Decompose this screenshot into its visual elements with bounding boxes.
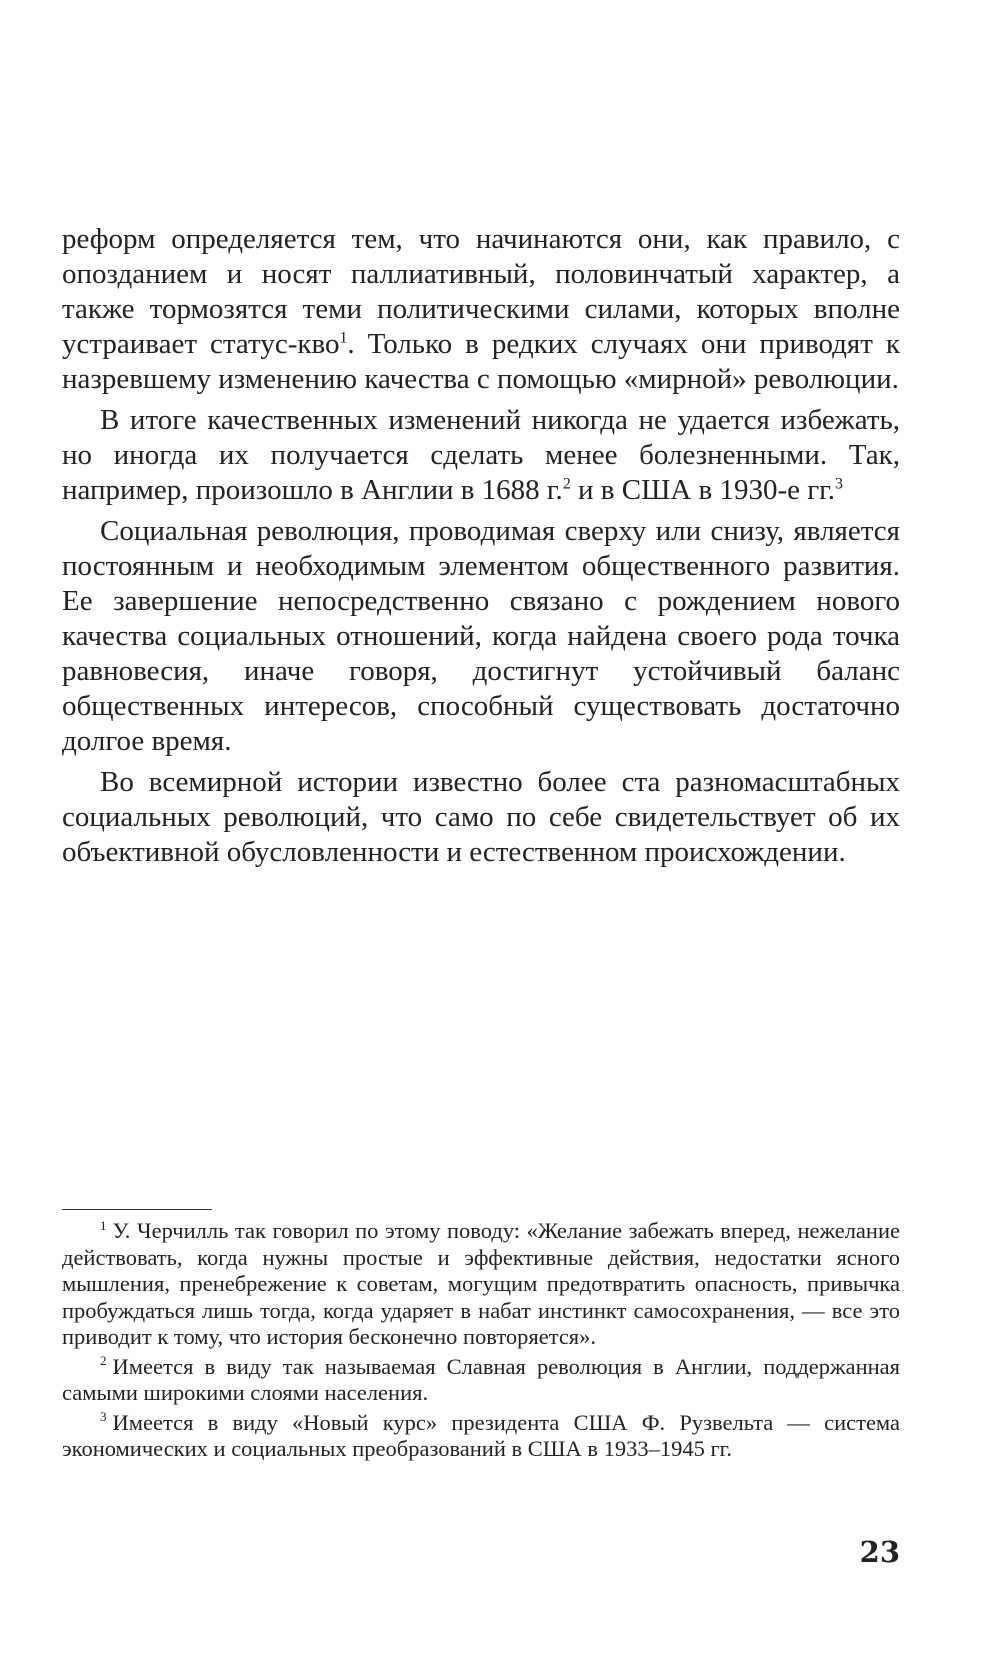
footnote-ref-1: 1 xyxy=(339,329,348,347)
footnote-2-text: Имеется в виду так называемая Славная революция в Англии, поддержанная самыми широкими слоями населения. xyxy=(62,1353,900,1405)
footnote-2 xyxy=(62,1354,900,1407)
paragraph-1-text-after: . Только в редких случаях они приводят к назревшему изменению качества с помощью «мирной» революции. xyxy=(62,328,900,395)
paragraph-1 xyxy=(62,222,900,397)
paragraph-2 xyxy=(62,403,900,508)
paragraph-1-text-before: реформ определяется тем, что начинаются они, как правило, с опозданием и носят паллиативный, половинчатый характер, а также тормозятся теми политическими силами, которых вполне устраивает статус-кво xyxy=(62,223,900,360)
footnote-divider xyxy=(62,1209,212,1210)
page-number: 23 xyxy=(859,1535,900,1569)
footnote-1 xyxy=(62,1218,900,1351)
footnotes xyxy=(62,1218,900,1466)
paragraph-2-text-before: В итоге качественных изменений никогда не удается избежать, но иногда их получается сделать менее болезненными. Так, например, произошло в Англии в 1688 г. xyxy=(62,404,900,506)
footnote-3-mark: 3 xyxy=(100,1409,107,1424)
paragraph-4: Во всемирной истории известно более ста разномасштабных социальных революций, что само по себе свидетельствует об их объективной обусловленности и естественном происхождении. xyxy=(62,766,900,868)
footnote-1-text: У. Черчилль так говорил по этому поводу: «Желание забежать вперед, нежелание действовать, когда нужны простые и эффективные действия, недостатки ясного мышления, пренебрежение к советам, могущим предотвратить опасность, привычка пробуждаться лишь тогда, когда ударяет в набат инстинкт самосохранения, — все это приводит к тому, что история бесконечно повторяется». xyxy=(62,1218,900,1349)
footnote-2-mark: 2 xyxy=(100,1353,107,1368)
paragraph-2-text-middle: и в США в 1930-е гг. xyxy=(570,474,836,506)
paragraph-3: Социальная революция, проводимая сверху или снизу, является постоянным и необходимым элементом общественного развития. Ее завершение непосредственно связано с рождением нового качества социальных отношений, когда найдена своего рода точка равновесия, иначе говоря, достигнут устойчивый баланс общественных интересов, способный существовать достаточно долгое время. xyxy=(62,515,900,757)
main-text xyxy=(62,222,900,876)
footnote-3-text: Имеется в виду «Новый курс» президента США Ф. Рузвельта — система экономических и социальных преобразований в США в 1933–1945 гг. xyxy=(62,1409,900,1461)
footnote-3 xyxy=(62,1410,900,1463)
footnote-ref-2: 2 xyxy=(562,475,571,493)
footnote-1-mark: 1 xyxy=(100,1217,107,1233)
footnote-ref-3: 3 xyxy=(835,475,843,493)
